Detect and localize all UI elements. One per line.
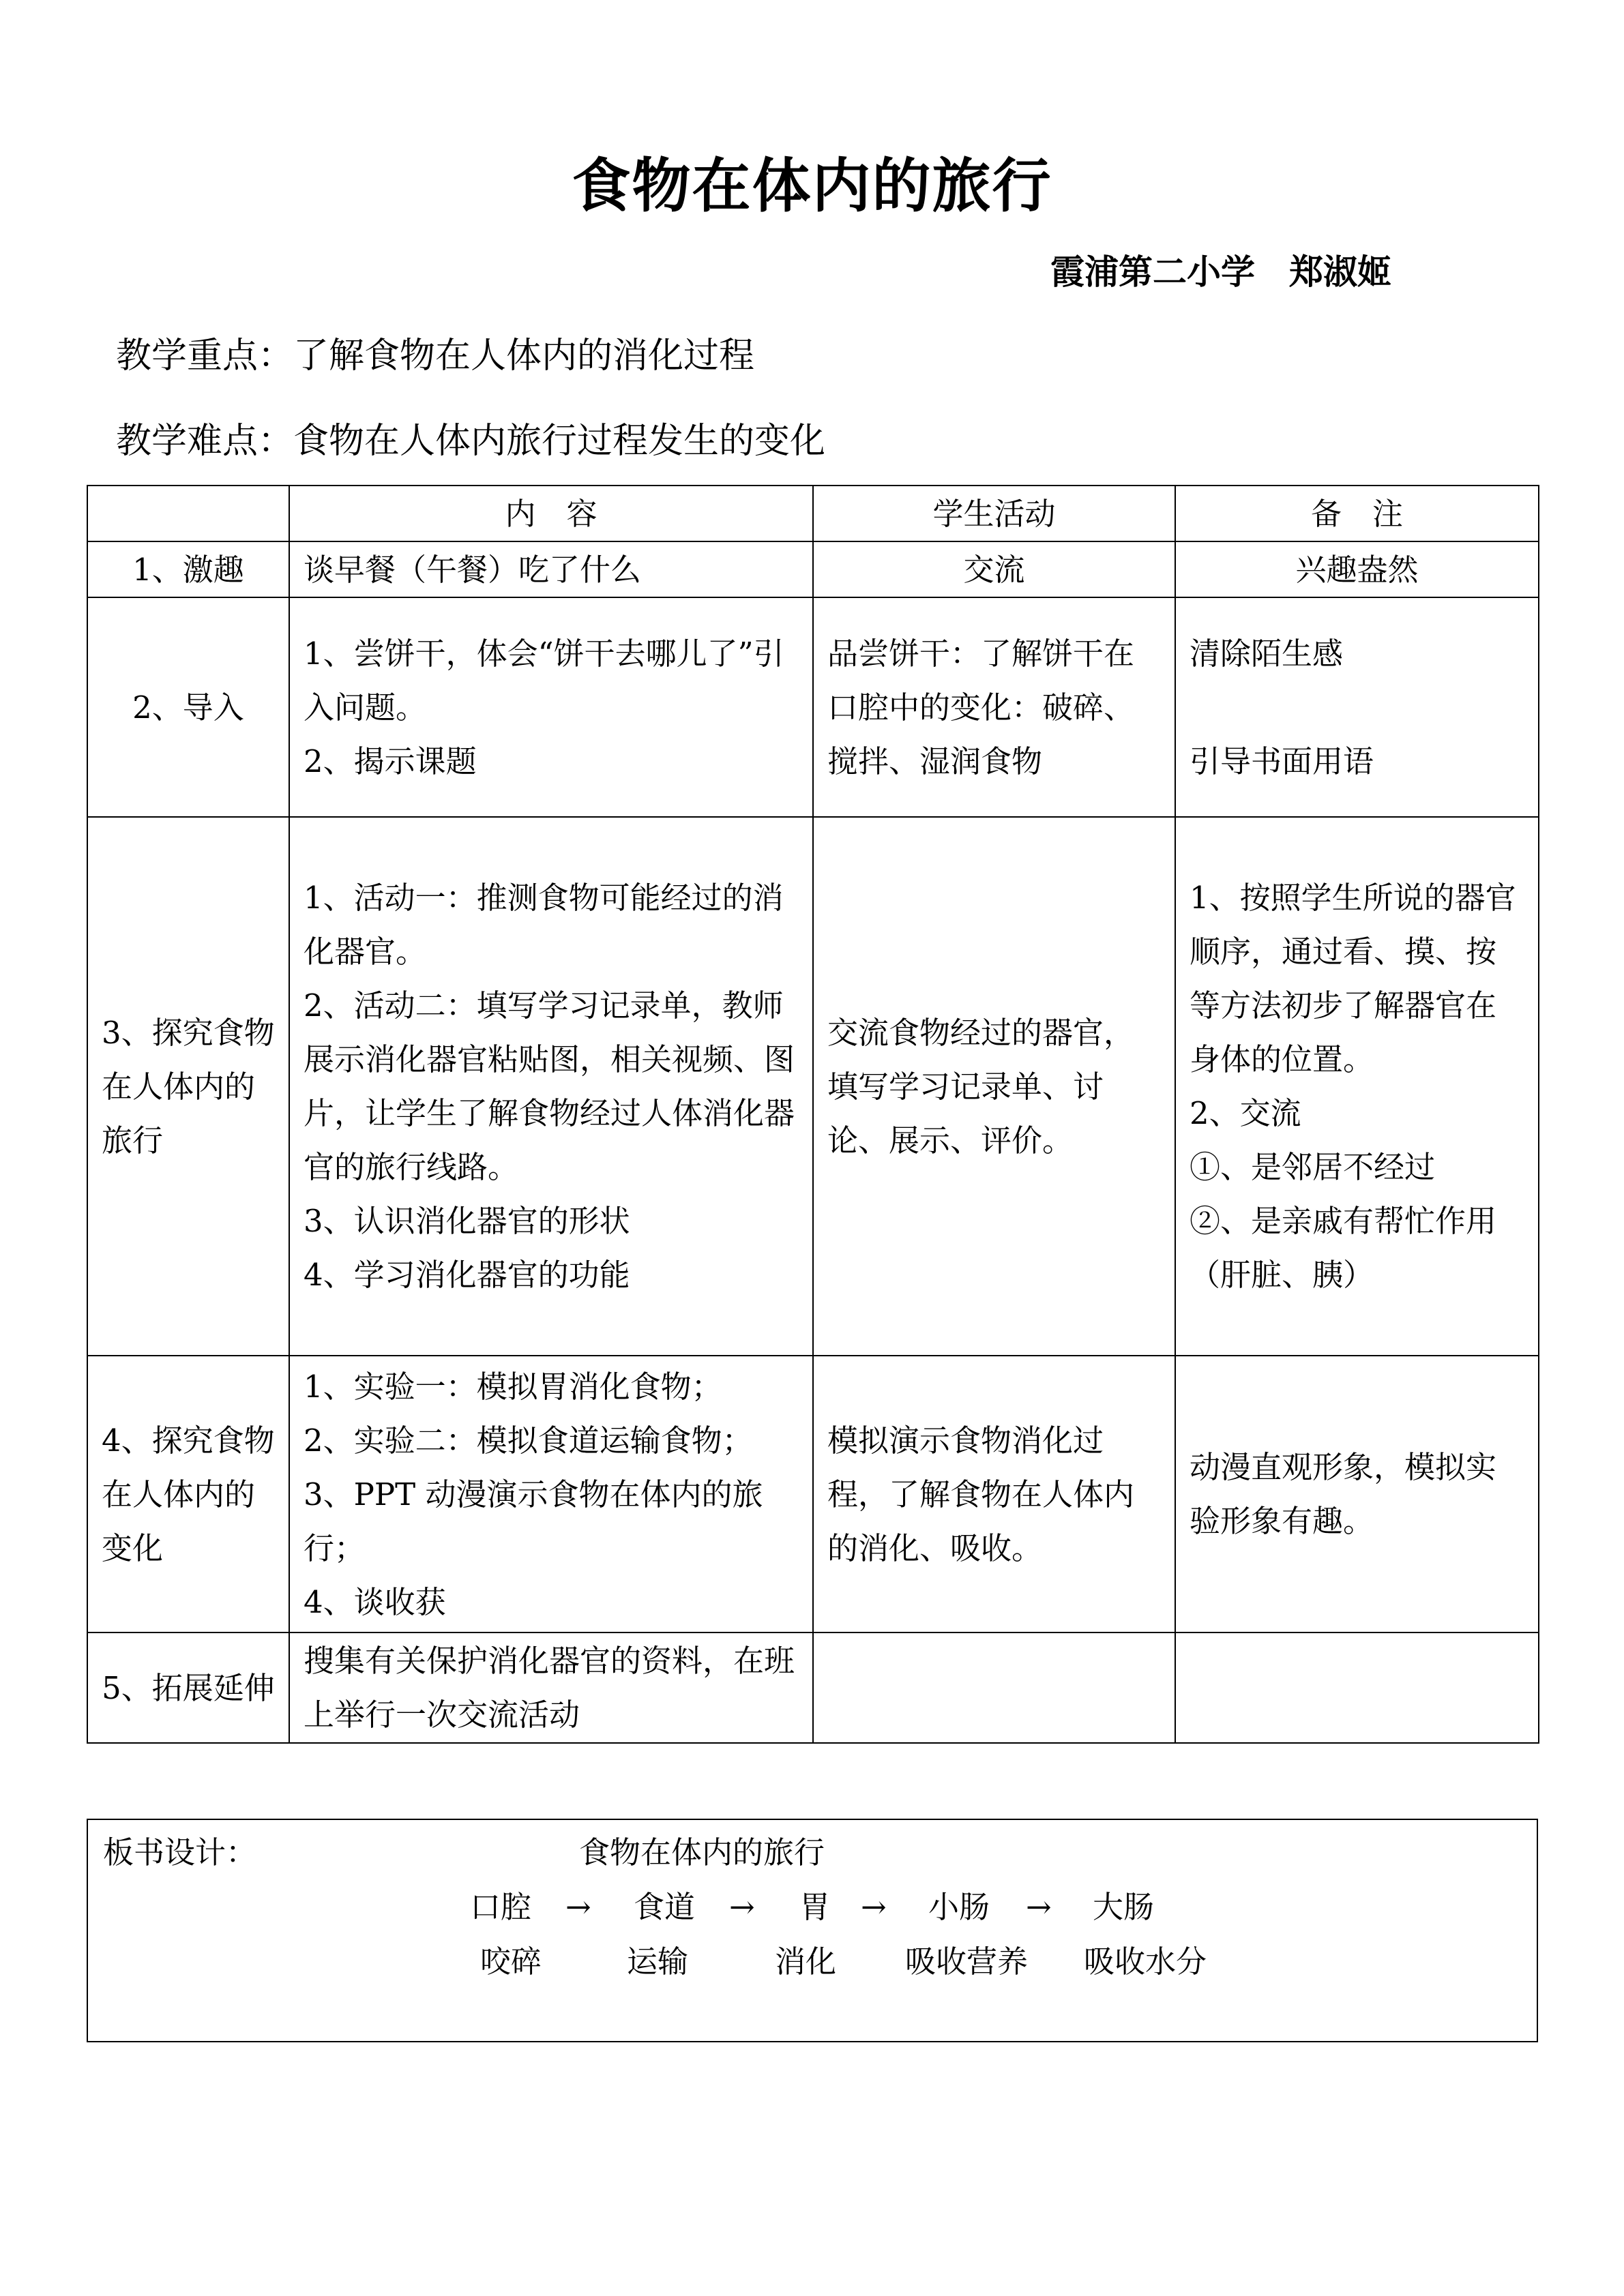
function-absorb-nutrients: 吸收营养: [905, 1943, 1029, 1980]
lesson-plan-table: [87, 485, 1539, 1744]
activity-line: 模拟演示食物消化过程，了解食物在人体内的消化、吸收。: [827, 1422, 1135, 1566]
notes-line: 清除陌生感: [1190, 635, 1344, 672]
step-cell: 4、探究食物在人体内的变化: [87, 1356, 289, 1632]
activity-line: 交流食物经过的器官，填写学习记录单、讨论、展示、评价。: [827, 1014, 1135, 1159]
organ-stomach: 胃: [799, 1889, 831, 1925]
activity-cell: [813, 817, 1175, 1356]
function-absorb-water: 吸收水分: [1084, 1943, 1207, 1980]
notes-line: 引导书面用语: [1190, 743, 1374, 779]
organ-esophagus: 食道: [634, 1889, 696, 1925]
activity-cell: [813, 541, 1175, 597]
header-activity: 学生活动: [813, 486, 1175, 541]
table-row: [87, 817, 1539, 1356]
activity-cell: [813, 597, 1175, 817]
content-cell: [289, 597, 813, 817]
notes-line: 2、交流: [1190, 1095, 1301, 1131]
activity-cell: [813, 1356, 1175, 1632]
notes-line: ②、是亲戚有帮忙作用（肝脏、胰）: [1190, 1203, 1497, 1293]
activity-line: 品尝饼干：了解饼干在口腔中的变化：破碎、搅拌、湿润食物: [827, 635, 1135, 779]
notes-cell: [1175, 817, 1539, 1356]
content-line: 搜集有关保护消化器官的资料，在班上举行一次交流活动: [304, 1643, 795, 1733]
activity-cell: [813, 1632, 1175, 1743]
content-line: 1、活动一：推测食物可能经过的消化器官。: [304, 880, 784, 970]
step-cell: 2、导入: [87, 597, 289, 817]
board-title: 食物在体内的旅行: [579, 1834, 825, 1870]
arrow-icon: →: [1026, 1889, 1052, 1925]
table-row: [87, 597, 1539, 817]
content-cell: [289, 1356, 813, 1632]
content-line: 2、实验二：模拟食道运输食物；: [304, 1422, 753, 1459]
table-row: [87, 541, 1539, 597]
activity-line: 交流: [963, 551, 1025, 588]
arrow-icon: →: [729, 1889, 755, 1925]
key-point: 教学重点：了解食物在人体内的消化过程: [116, 336, 755, 376]
content-cell: [289, 1632, 813, 1743]
function-transport: 运输: [627, 1943, 689, 1980]
content-line: 谈早餐（午餐）吃了什么: [304, 551, 642, 588]
notes-cell: [1175, 1356, 1539, 1632]
notes-cell: [1175, 1632, 1539, 1743]
content-line: 3、认识消化器官的形状: [304, 1203, 630, 1239]
content-line: 4、学习消化器官的功能: [304, 1257, 630, 1293]
content-line: 1、实验一：模拟胃消化食物；: [304, 1368, 722, 1405]
notes-cell: [1175, 597, 1539, 817]
page-title: 食物在体内的旅行: [572, 151, 1052, 220]
notes-gap: [1190, 681, 1524, 734]
content-cell: [289, 541, 813, 597]
arrow-icon: →: [861, 1889, 887, 1925]
difficult-point: 教学难点：食物在人体内旅行过程发生的变化: [116, 421, 826, 462]
header-content: 内 容: [289, 486, 813, 541]
content-line: 3、PPT 动漫演示食物在体内的旅行；: [304, 1476, 763, 1566]
author-line: 霞浦第二小学 郑淑姬: [1050, 252, 1391, 292]
notes-cell: [1175, 541, 1539, 597]
notes-line: 1、按照学生所说的器官顺序，通过看、摸、按等方法初步了解器官在身体的位置。: [1190, 880, 1516, 1077]
arrow-icon: →: [565, 1889, 591, 1925]
function-chew: 咬碎: [480, 1943, 542, 1980]
organ-small-intestine: 小肠: [928, 1889, 990, 1925]
step-cell: 5、拓展延伸: [87, 1632, 289, 1743]
notes-line: 兴趣盎然: [1295, 551, 1419, 588]
header-step: [87, 486, 289, 541]
content-cell: [289, 817, 813, 1356]
step-cell: 3、探究食物在人体内的旅行: [87, 817, 289, 1356]
content-line: 1、尝饼干，体会“饼干去哪儿了”引入问题。: [304, 635, 784, 726]
content-line: 2、揭示课题: [304, 743, 477, 779]
step-cell: 1、激趣: [87, 541, 289, 597]
header-notes: 备 注: [1175, 486, 1539, 541]
blackboard-design-box: [87, 1819, 1538, 2042]
table-row: [87, 1356, 1539, 1632]
board-label: 板书设计：: [103, 1834, 257, 1870]
table-header-row: [87, 486, 1539, 541]
table-row: [87, 1632, 1539, 1743]
organ-large-intestine: 大肠: [1093, 1889, 1155, 1925]
notes-line: ①、是邻居不经过: [1190, 1149, 1436, 1185]
notes-line: 动漫直观形象，模拟实验形象有趣。: [1190, 1449, 1497, 1539]
organ-mouth: 口腔: [470, 1889, 532, 1925]
function-digest: 消化: [775, 1943, 837, 1980]
content-line: 2、活动二：填写学习记录单，教师展示消化器官粘贴图，相关视频、图片，让学生了解食物经过人体消化器官的旅行线路。: [304, 987, 795, 1185]
content-line: 4、谈收获: [304, 1583, 446, 1620]
